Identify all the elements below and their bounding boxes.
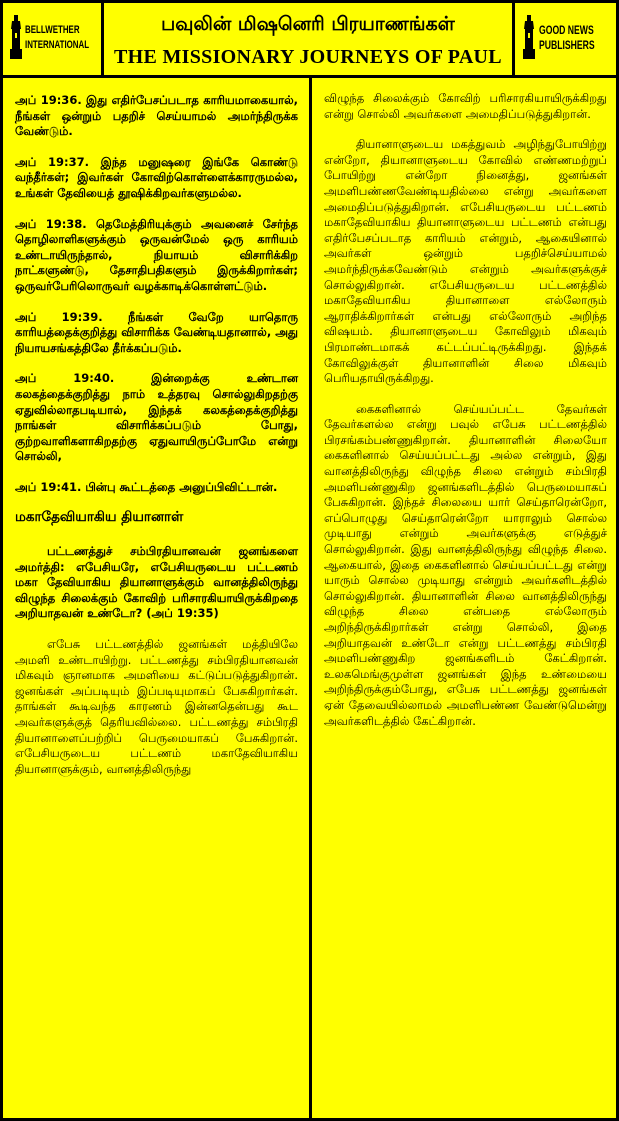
intro-quote: பட்டணத்துச் சம்பிரதியானவன் ஜனங்களை அமர்த்தி: எபேசியரே, எபேசியருடைய பட்டணம் மகா தேவியாகிய தியானாளுக்கும் வானத்திலிருந்து விழுந்த சிலைக்கும் கோவிற் பரிசாரகியாயிருக்கிறதை அறியாதவன் உண்டோ? (அப் 19:35) [15, 544, 298, 621]
bellwether-logo-text: BELLWETHER INTERNATIONAL [25, 24, 90, 51]
verse-19-37: அப் 19:37. இந்த மனுஷரை இங்கே கொண்டு வந்தீர்கள்; இவர்கள் கோவிற்கொள்ளைக்காரருமல்ல, உங்கள் தேவியைத் தூஷிக்கிறவர்களுமல்ல. [15, 154, 298, 200]
verse-19-39: அப் 19:39. நீங்கள் வேறே யாதொரு காரியத்தைக்குறித்து விசாரிக்க வேண்டியதானால், அது நியாயசங்கத்திலே தீர்க்கப்படும். [15, 309, 298, 355]
verse-19-40: அப் 19:40. இன்றைக்கு உண்டான கலகத்தைக்குறித்து நாம் உத்தரவு சொல்லுகிறதற்கு ஏதுவில்லாதபடியால், இந்தக் கலகத்தைக்குறித்து நாங்கள் விசாரிக்கப்படும் போது, குற்றவாளிகளாகிறதற்கு ஏதுவாயிருப்போமே என்று சொல்லி, [15, 371, 298, 464]
bell-tower-icon [9, 15, 23, 59]
body-paragraph: தியானாளுடைய மகத்துவம் அழிந்துபோயிற்று என்றோ, தியானாளுடைய கோவில் எண்ணமற்றுப் போயிற்று என்றோ நினைத்து, ஜனங்கள் அமளிபண்ணவேண்டியதில்லை என்று அவர்களை அமைதிப்படுத்துகிறான். எபேசியருடைய பட்டணம் மகாதேவியாகிய தியானாளுடைய பட்டணம் என்பது எதிர்பேசப்படாத காரியம் என்றும், ஆகையினால் அவர்கள் ஒன்றும் பதறிச்செய்யாமல் அமர்ந்திருக்கவேண்டும் என்றும் அவர்களுக்குச் சொல்லுகிறான். எபேசியருடைய பட்டணத்தில் மகாதேவியாகிய தியானாளை எல்லோரும் ஆராதிக்கிறார்கள் என்பது எல்லோரும் அறிந்த விஷயம். தியானாளுடைய கோவிலும் மிகவும் பிரமாண்டமாகக் கட்டப்பட்டிருக்கிறது. இந்தக் கோவிலுக்குள் தியானாளின் சிலை மிகவும் பெரியதாயிருக்கிறது. [324, 137, 607, 386]
body-paragraph: எபேசு பட்டணத்தில் ஜனங்கள் மத்தியிலே அமளி உண்டாயிற்று. பட்டணத்து சம்பிரதியானவன் மிகவும் ஞானமாக அமளியை கட்டுப்படுத்துகிறான். ஜனங்கள் அப்படியும் இப்படியுமாகப் பேசுகிறார்கள். தாங்கள் கூடிவந்த காரணம் இன்னதென்பது கூட அவர்களுக்குத் தெரியவில்லை. பட்டணத்து சம்பிரதி தியானாளைப்பற்றிப் பெருமையாகப் பேசுகிறான். எபேசியருடைய பட்டணம் மகாதேவியாகிய தியானாளுக்கும், வானத்திலிருந்து [15, 637, 298, 776]
title-english: THE MISSIONARY JOURNEYS OF PAUL [114, 46, 502, 68]
verse-19-36: அப் 19:36. இது எதிர்பேசப்படாத காரியமாகையால், நீங்கள் ஒன்றும் பதறிச் செய்யாமல் அமர்ந்திருக்க வேண்டும். [15, 93, 298, 139]
good-news-logo-text: GOOD NEWS PUBLISHERS [539, 23, 595, 52]
bellwether-logo-panel [3, 3, 101, 75]
left-column [3, 78, 309, 1118]
body-paragraph: கைகளினால் செய்யப்பட்ட தேவர்கள் தேவர்களல்ல என்று பவுல் எபேசு பட்டணத்தில் பிரசங்கம்பண்ணுகிறான். தியானாளின் சிலையோ கைகளினால் செய்யப்பட்டது அல்ல என்றும், இது வானத்திலிருந்து விழுந்த சிலை என்றும் சம்பிரதி அமளிபண்ணுகிற ஜனங்களிடத்தில் பெருமையாகப் பேசுகிறான். இந்தச் சிலையை யார் செய்தாரென்றோ, எப்பொழுது செய்தாரென்றோ யாராலும் சொல்ல முடியாது என்றும் அவர்களுக்கு எடுத்துச் சொல்லுகிறான். இது வானத்திலிருந்து விழுந்த சிலை. ஆகையால், இதை கைகளினால் செய்யப்பட்டது என்று யாரும் சொல்ல முடியாது என்றும் அவர்களிடத்தில் சொல்லுகிறான். தியானாளின் சிலை வானத்திலிருந்து விழுந்த சிலை என்பதை எல்லோரும் அறிந்திருக்கிறார்கள் என்று சொல்லி, இதை அறியாதவன் உண்டோ என்று பட்டணத்து சம்பிரதி அமளிபண்ணுகிற ஜனங்களிடம் கேட்கிறான். உலகமெங்குமுள்ள ஜனங்கள் இந்த உண்மையை அறிந்திருக்கும்போது, எபேசு பட்டணத்து ஜனங்கள் ஏன் தேவையில்லாமல் அமளிபண்ண வேண்டுமென்று அவர்களிடத்தில் கேட்கிறான். [324, 401, 607, 728]
section-title: மகாதேவியாகிய தியானாள் [15, 509, 184, 526]
verse-19-41: அப் 19:41. பின்பு கூட்டத்தை அனுப்பிவிட்டான். [15, 479, 278, 494]
title-tamil: பவுலின் மிஷனெரி பிரயாணங்கள் [161, 13, 455, 35]
verse-19-38: அப் 19:38. தெமேத்திரியுக்கும் அவனைச் சேர்ந்த தொழிலாளிகளுக்கும் ஒருவன்மேல் ஒரு காரியம் உண்டாயிருந்தால், நியாயம் விசாரிக்கிற நாட்களுண்டு, தேசாதிபதிகளும் இருக்கிறார்கள்; ஒருவர்பேரிலொருவர் வழக்காடிக்கொள்ளட்டும். [15, 216, 298, 293]
right-column [312, 78, 616, 1118]
page-header [104, 3, 512, 75]
bell-tower-icon [522, 15, 536, 59]
good-news-logo-panel [515, 3, 616, 75]
body-paragraph: விழுந்த சிலைக்கும் கோவிற் பரிசாரகியாயிருக்கிறது என்று சொல்லி அவர்களை அமைதிப்படுத்துகிறான். [324, 91, 607, 121]
